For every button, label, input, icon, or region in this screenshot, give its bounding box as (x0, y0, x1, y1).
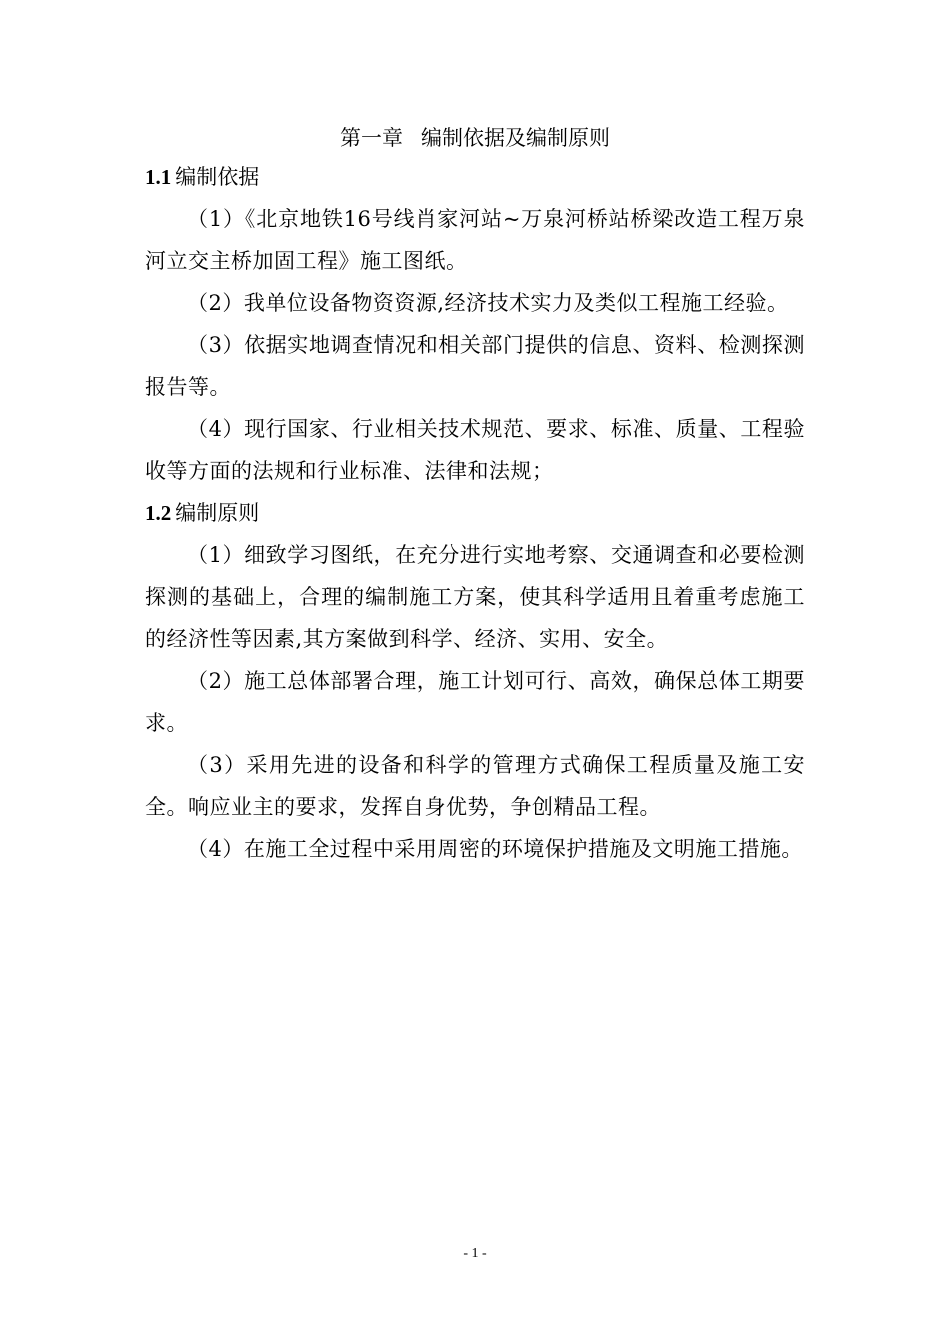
page-number: - 1 - (463, 1246, 487, 1261)
section-number: 1.2 (145, 501, 172, 525)
chapter-title (145, 120, 805, 156)
section-heading-1-1 (145, 156, 805, 198)
chapter-title-text: 编制依据及编制原则 (421, 126, 610, 150)
section-title: 编制原则 (175, 501, 260, 525)
paragraph: （1）《北京地铁16号线肖家河站~万泉河桥站桥梁改造工程万泉河立交主桥加固工程》施工图纸。 (145, 207, 805, 273)
paragraph: （4）现行国家、行业相关技术规范、要求、标准、质量、工程验收等方面的法规和行业标准、法律和法规； (145, 417, 805, 483)
section-heading-1-2 (145, 492, 805, 534)
paragraph: （2）施工总体部署合理，施工计划可行、高效，确保总体工期要求。 (145, 669, 805, 735)
section-title: 编制依据 (175, 165, 260, 189)
chapter-number: 第一章 (340, 126, 403, 150)
paragraph: （3）采用先进的设备和科学的管理方式确保工程质量及施工安全。响应业主的要求，发挥自身优势，争创精品工程。 (145, 753, 805, 819)
page-content (145, 120, 805, 870)
paragraph: （1）细致学习图纸，在充分进行实地考察、交通调查和必要检测探测的基础上，合理的编制施工方案，使其科学适用且着重考虑施工的经济性等因素,其方案做到科学、经济、实用、安全。 (145, 543, 805, 651)
paragraph: （2）我单位设备物资资源,经济技术实力及类似工程施工经验。 (187, 291, 789, 315)
paragraph: （3）依据实地调查情况和相关部门提供的信息、资料、检测探测报告等。 (145, 333, 805, 399)
paragraph: （4）在施工全过程中采用周密的环境保护措施及文明施工措施。 (187, 837, 803, 861)
section-number: 1.1 (145, 165, 172, 189)
